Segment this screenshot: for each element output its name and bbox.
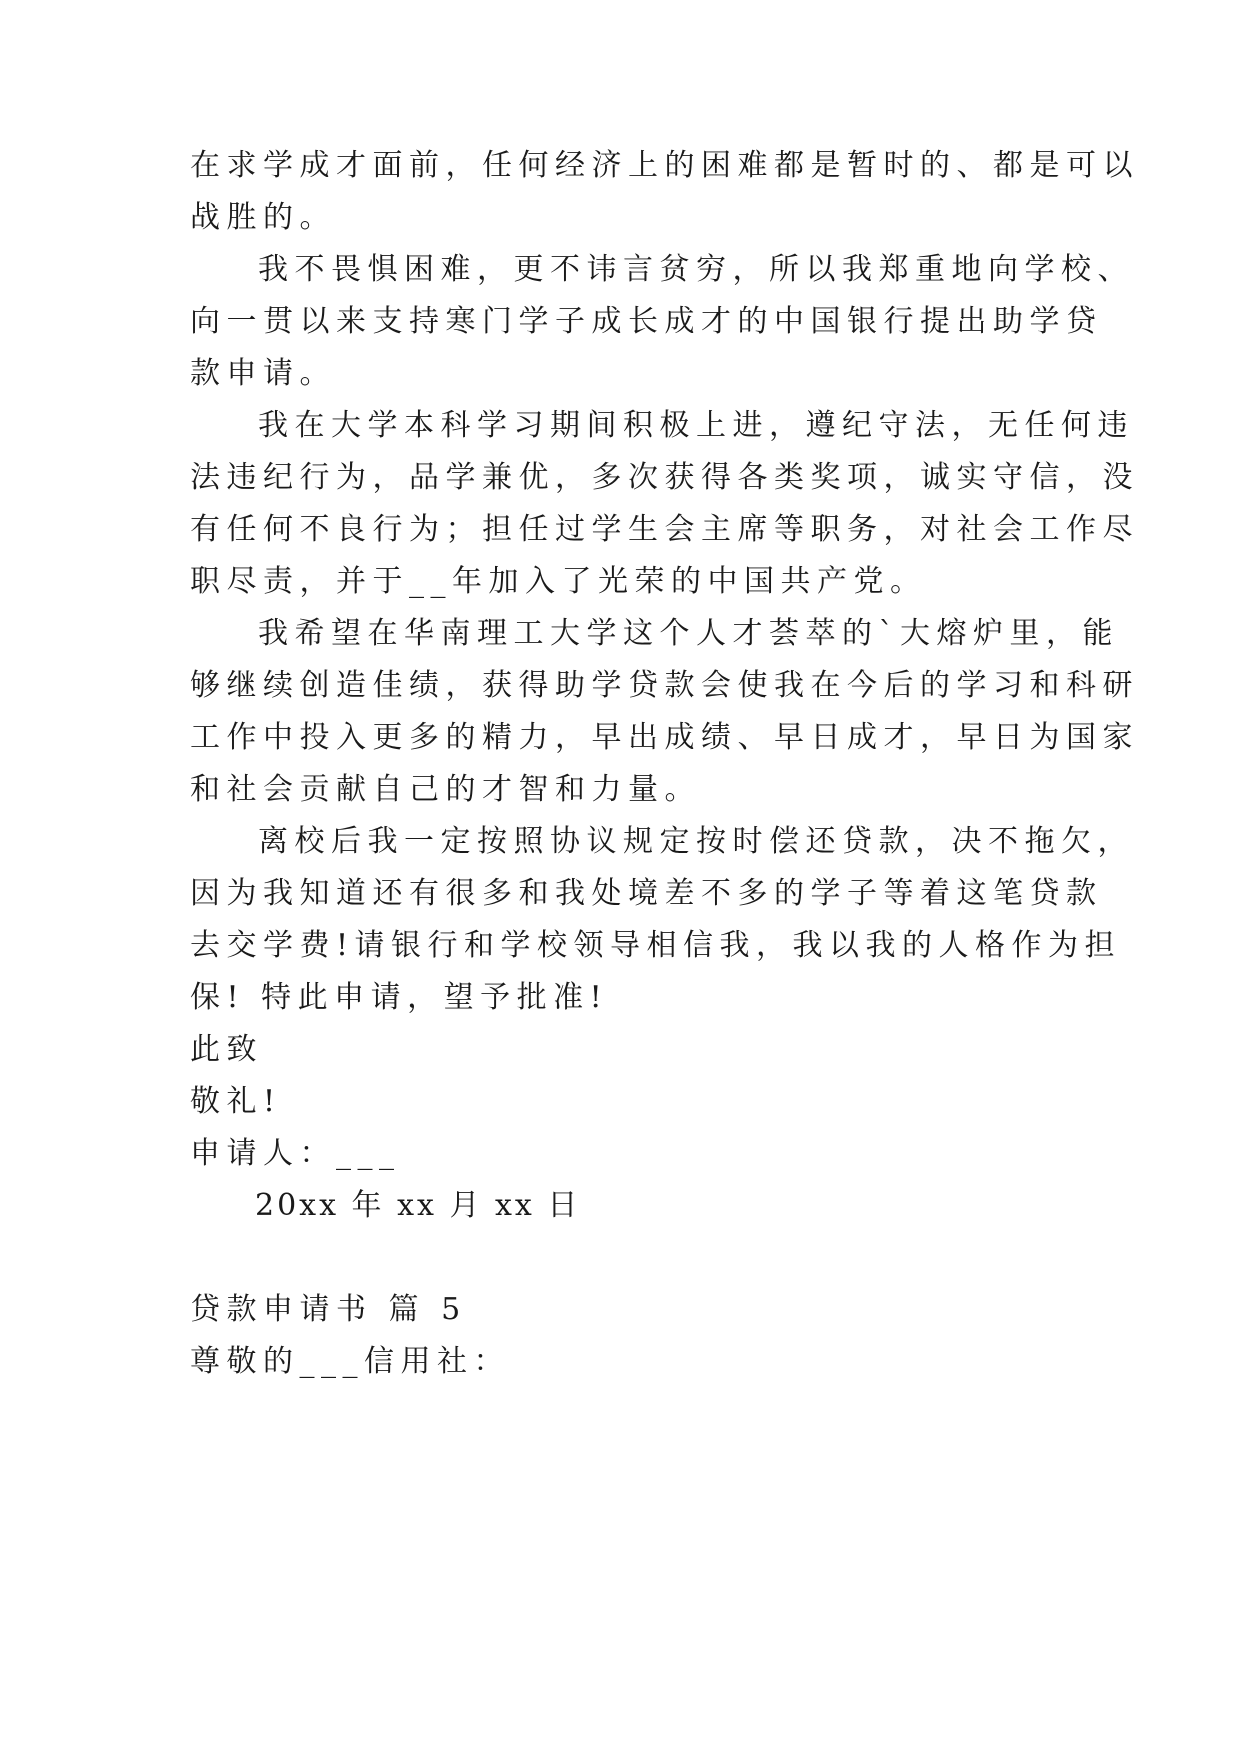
section-title: 贷款申请书 篇 5 [190,1292,467,1327]
paragraph-line: 工作中投入更多的精力，早出成绩、早日成才，早日为国家 [190,720,1139,755]
paragraph-line: 和社会贡献自己的才智和力量。 [190,772,701,807]
date-line: 20xx 年 xx 月 xx 日 [255,1188,581,1223]
paragraph-line: 我不畏惧困难，更不讳言贫穷，所以我郑重地向学校、 [258,252,1134,287]
paragraph-line: 有任何不良行为；担任过学生会主席等职务，对社会工作尽 [190,512,1139,547]
paragraph-line: 款申请。 [190,356,336,391]
paragraph-line: 因为我知道还有很多和我处境差不多的学子等着这笔贷款 [190,876,1103,911]
salutation: 尊敬的___信用社： [190,1344,510,1379]
paragraph-line: 离校后我一定按照协议规定按时偿还贷款，决不拖欠， [258,824,1134,859]
paragraph-line: 够继续创造佳绩，获得助学贷款会使我在今后的学习和科研 [190,668,1139,703]
applicant-line: 申请人：___ [190,1136,401,1171]
paragraph-line: 我在大学本科学习期间积极上进，遵纪守法，无任何违 [258,408,1134,443]
paragraph-line: 保! 特此申请，望予批准! [190,980,609,1015]
salute: 敬礼! [190,1084,282,1119]
paragraph-line: 在求学成才面前，任何经济上的困难都是暂时的、都是可以 [190,148,1139,183]
paragraph-line: 法违纪行为，品学兼优，多次获得各类奖项，诚实守信，没 [190,460,1139,495]
paragraph-line: 战胜的。 [190,200,336,235]
paragraph-line: 去交学费!请银行和学校领导相信我，我以我的人格作为担 [190,928,1122,963]
paragraph-line: 职尽责，并于__年加入了光荣的中国共产党。 [190,564,927,599]
paragraph-line: 我希望在华南理工大学这个人才荟萃的`大熔炉里，能 [258,616,1119,651]
closing: 此致 [190,1032,263,1067]
paragraph-line: 向一贯以来支持寒门学子成长成才的中国银行提出助学贷 [190,304,1103,339]
